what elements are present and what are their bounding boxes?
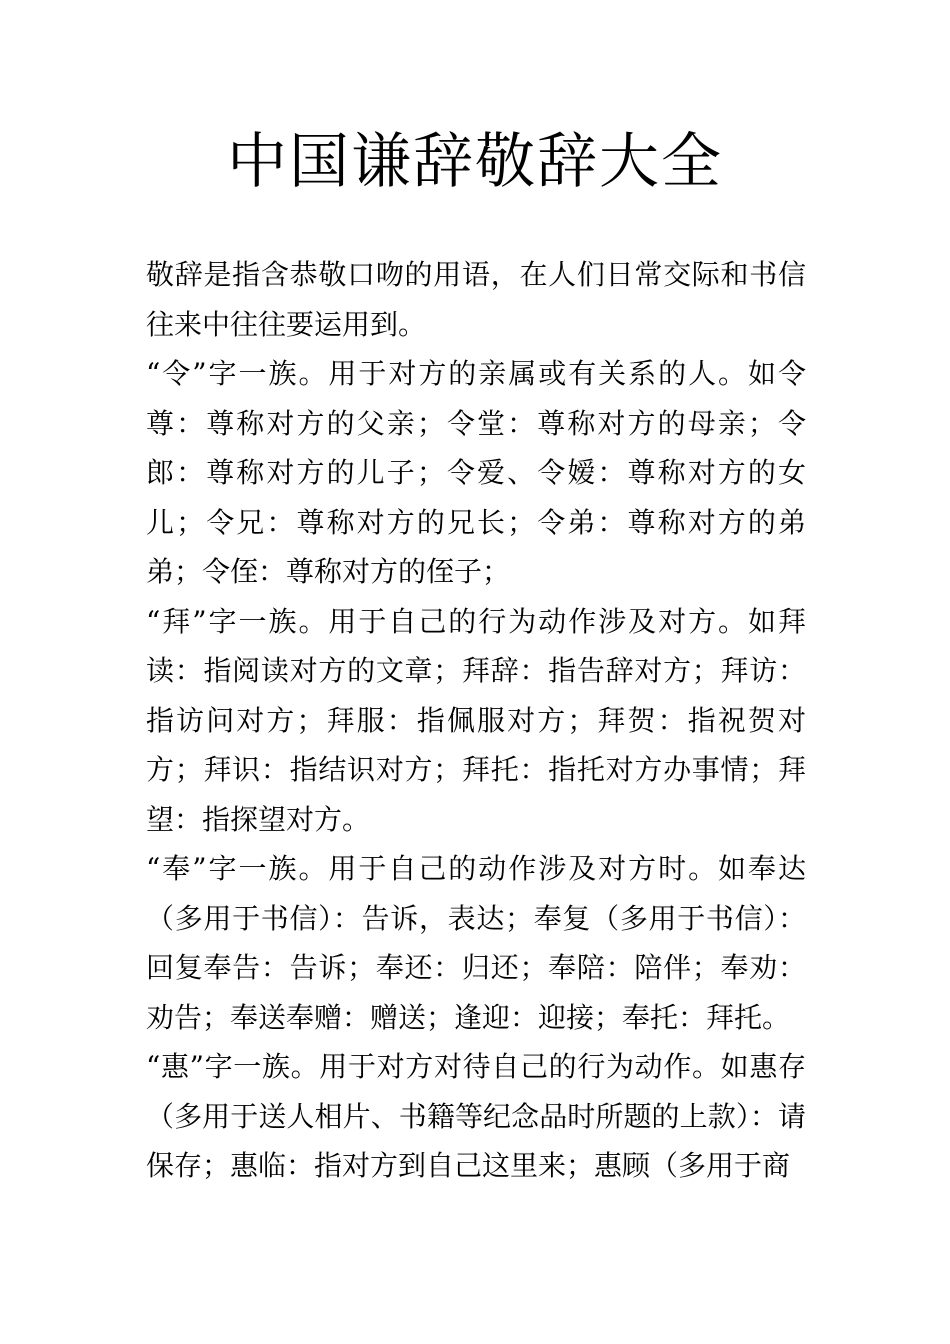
paragraph-feng: “奉”字一族。用于自己的动作涉及对方时。如奉达（多用于书信）：告诉，表达；奉复（多用于书信）：回复奉告：告诉；奉还：归还；奉陪：陪伴；奉劝：劝告；奉送奉赠：赠送；逢迎：迎接；奉托：拜托。 xyxy=(146,852,806,1034)
paragraph-intro: 敬辞是指含恭敬口吻的用语，在人们日常交际和书信往来中往往要运用到。 xyxy=(146,258,806,341)
paragraph-bai: “拜”字一族。用于自己的行为动作涉及对方。如拜读：指阅读对方的文章；拜辞：指告辞对方；拜访：指访问对方；拜服：指佩服对方；拜贺：指祝贺对方；拜识：指结识对方；拜托：指托对方办事情；拜望：指探望对方。 xyxy=(146,604,806,836)
document-body xyxy=(146,250,806,1191)
document-title: 中国谦辞敬辞大全 xyxy=(227,127,723,197)
paragraph-hui: “惠”字一族。用于对方对待自己的行为动作。如惠存（多用于送人相片、书籍等纪念品时所题的上款）：请保存；惠临：指对方到自己这里来；惠顾（多用于商 xyxy=(146,1050,806,1182)
paragraph-ling: “令”字一族。用于对方的亲属或有关系的人。如令尊：尊称对方的父亲；令堂：尊称对方的母亲；令郎：尊称对方的儿子；令爱、令嫒：尊称对方的女儿；令兄：尊称对方的兄长；令弟：尊称对方的弟弟；令侄：尊称对方的侄子； xyxy=(146,357,806,588)
